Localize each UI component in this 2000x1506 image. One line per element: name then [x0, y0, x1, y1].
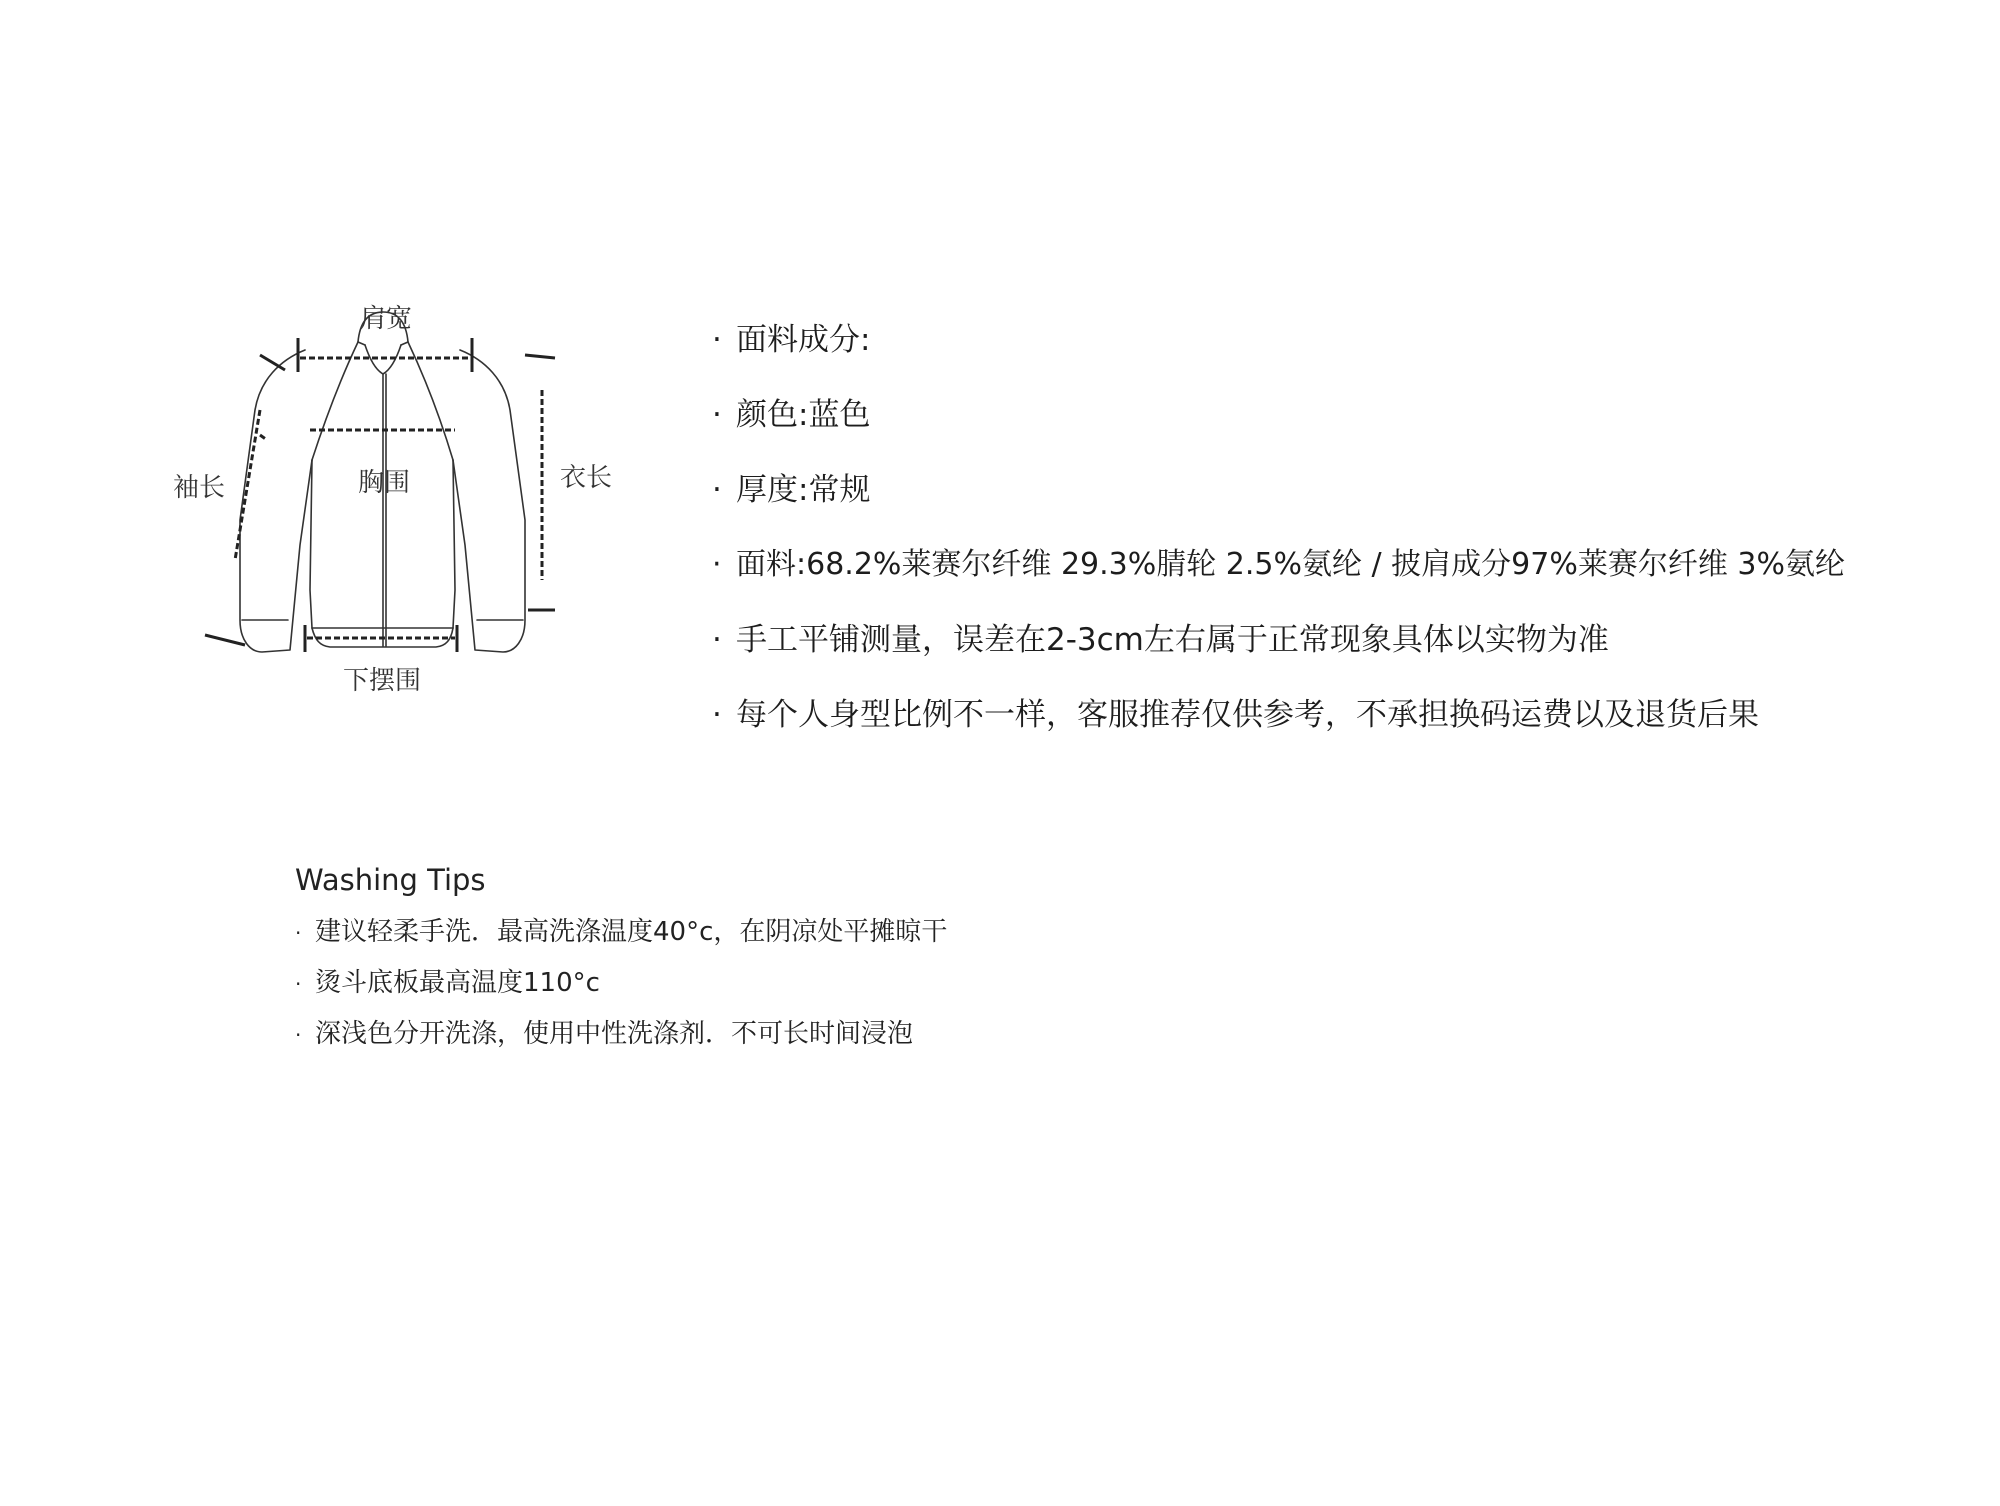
spec-text: 每个人身型比例不一样，客服推荐仅供参考，不承担换码运费以及退货后果 [736, 697, 1759, 733]
spec-text: 手工平铺测量，误差在2-3cm左右属于正常现象具体以实物为准 [736, 622, 1609, 658]
bullet: · [712, 472, 722, 508]
spec-text: 颜色:蓝色 [736, 397, 871, 433]
washing-tip-text: 深浅色分开洗涤，使用中性洗涤剂．不可长时间浸泡 [315, 1019, 914, 1049]
jacket-outline-icon [160, 290, 640, 710]
bullet: · [295, 972, 302, 996]
washing-tips-title: Washing Tips [295, 863, 486, 897]
bullet: · [295, 1023, 302, 1047]
spec-text: 厚度:常规 [736, 472, 871, 508]
sleeve-length-label: 袖长 [173, 473, 226, 503]
body-length-label: 衣长 [560, 463, 613, 493]
hem-label: 下摆围 [343, 666, 422, 696]
spec-text: 面料:68.2%莱赛尔纤维 29.3%腈轮 2.5%氨纶 / 披肩成分97%莱赛尔纤维 3%氨纶 [736, 547, 1845, 582]
washing-tips [295, 860, 1295, 1065]
washing-tip-text: 烫斗底板最高温度110°c [315, 968, 600, 998]
bullet: · [712, 547, 722, 582]
washing-tip [295, 963, 1295, 1014]
spec-item-measurement-note [712, 610, 1982, 685]
spec-list [712, 310, 1982, 760]
bullet: · [712, 397, 722, 433]
washing-tip [295, 1014, 1295, 1065]
washing-tip [295, 912, 1295, 963]
bullet: · [295, 921, 302, 945]
spec-item-size-disclaimer [712, 685, 1982, 760]
bullet: · [712, 322, 722, 358]
spec-item-color [712, 385, 1982, 460]
spec-item-thickness [712, 460, 1982, 535]
spec-item-fabric-composition [712, 310, 1982, 385]
size-diagram [160, 290, 640, 710]
washing-tip-text: 建议轻柔手洗．最高洗涤温度40°c，在阴凉处平摊晾干 [315, 917, 948, 947]
bullet: · [712, 622, 722, 658]
spec-text: 面料成分: [736, 322, 871, 358]
spec-item-fabric [712, 535, 1982, 610]
shoulder-width-label: 肩宽 [360, 304, 413, 334]
bullet: · [712, 697, 722, 733]
chest-label: 胸围 [358, 468, 411, 498]
